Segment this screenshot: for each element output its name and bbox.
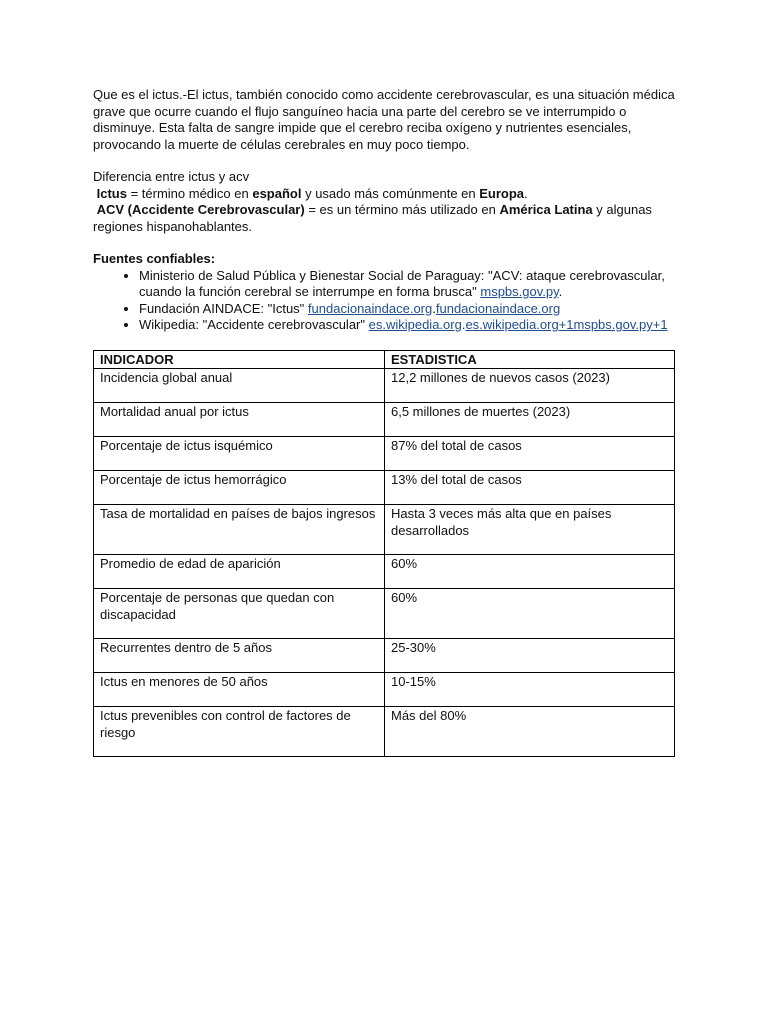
intro-body: El ictus, también conocido como accidente cerebrovascular, es una situación médica grave que ocurre cuando el flujo sanguíneo hacia una parte del cerebro se ve interrumpido o disminuye. Esta falta de sangre impide que el cerebro reciba oxígeno y nutrientes esenciales, provocando la muerte de células cerebrales en muy poco tiempo.	[93, 87, 675, 152]
indicator-cell: Ictus en menores de 50 años	[94, 673, 385, 707]
statistic-cell: Más del 80%	[385, 707, 675, 757]
source-item-wikipedia	[139, 317, 678, 334]
source-separator: .	[432, 300, 436, 316]
indicator-cell: Mortalidad anual por ictus	[94, 403, 385, 437]
statistic-cell: 10-15%	[385, 673, 675, 707]
source-text: Fundación AINDACE: "Ictus"	[139, 300, 308, 316]
stats-table	[93, 350, 675, 758]
bold-fragment: América Latina	[499, 202, 593, 217]
indicator-cell: Porcentaje de personas que quedan con discapacidad	[94, 589, 385, 639]
indicator-cell: Porcentaje de ictus hemorrágico	[94, 471, 385, 505]
indicator-cell: Tasa de mortalidad en países de bajos ingresos	[94, 505, 385, 555]
table-row	[94, 369, 675, 403]
intro-paragraph	[93, 87, 678, 153]
source-text: Ministerio de Salud Pública y Bienestar Social de Paraguay: "ACV: ataque cerebrovascular, cuando la función cerebral se interrumpe en forma brusca"	[139, 267, 665, 299]
header-estadistica: ESTADISTICA	[385, 350, 675, 369]
source-link-wikipedia-2[interactable]: es.wikipedia.org+1mspbs.gov.py+1	[465, 317, 668, 332]
source-separator: .	[461, 317, 466, 332]
indicator-cell: Porcentaje de ictus isquémico	[94, 437, 385, 471]
source-link-wikipedia[interactable]: es.wikipedia.org	[368, 317, 462, 332]
intro-lead: Que es el ictus.-	[93, 87, 187, 102]
term-acv: ACV (Accidente Cerebrovascular)	[96, 202, 305, 217]
table-row	[94, 437, 675, 471]
difference-line-ictus	[93, 186, 678, 203]
statistic-cell: 12,2 millones de nuevos casos (2023)	[385, 369, 675, 403]
table-row	[94, 471, 675, 505]
text-fragment: y usado más comúnmente en	[301, 185, 480, 201]
difference-heading: Diferencia entre ictus y acv	[93, 169, 250, 184]
document-body	[93, 87, 678, 757]
sources-title: Fuentes confiables:	[93, 251, 216, 266]
text-fragment: = es un término más utilizado en	[304, 202, 500, 217]
indicator-cell: Promedio de edad de aparición	[94, 555, 385, 589]
difference-section	[93, 169, 678, 235]
source-text: Wikipedia: "Accidente cerebrovascular"	[139, 317, 369, 332]
table-row	[94, 403, 675, 437]
statistic-cell: 13% del total de casos	[385, 471, 675, 505]
text-fragment: y algunas regiones hispanohablantes.	[93, 202, 652, 234]
table-header-row	[94, 350, 675, 369]
source-item-aindace	[139, 301, 678, 318]
source-item-mspbs	[139, 268, 678, 301]
difference-line-acv	[93, 202, 678, 235]
source-text: .	[558, 284, 563, 299]
indicator-cell: Incidencia global anual	[94, 369, 385, 403]
table-row	[94, 505, 675, 555]
statistic-cell: 60%	[385, 555, 675, 589]
bold-fragment: español	[252, 185, 302, 201]
statistic-cell: Hasta 3 veces más alta que en países desarrollados	[385, 505, 675, 555]
statistic-cell: 87% del total de casos	[385, 437, 675, 471]
table-row	[94, 673, 675, 707]
table-row	[94, 639, 675, 673]
table-row	[94, 707, 675, 757]
indicator-cell: Recurrentes dentro de 5 años	[94, 639, 385, 673]
bold-fragment: Europa	[479, 185, 525, 201]
source-link-aindace-2[interactable]: fundacionaindace.org	[435, 300, 561, 316]
table-row	[94, 589, 675, 639]
text-fragment: = término médico en	[126, 185, 253, 201]
header-indicador: INDICADOR	[94, 350, 385, 369]
indicator-cell: Ictus prevenibles con control de factores de riesgo	[94, 707, 385, 757]
table-row	[94, 555, 675, 589]
sources-list	[93, 268, 678, 334]
sources-section	[93, 251, 678, 334]
term-ictus: Ictus	[96, 185, 127, 201]
text-fragment: .	[524, 185, 528, 201]
source-link-mspbs[interactable]: mspbs.gov.py	[480, 284, 559, 299]
statistic-cell: 25-30%	[385, 639, 675, 673]
statistic-cell: 6,5 millones de muertes (2023)	[385, 403, 675, 437]
statistic-cell: 60%	[385, 589, 675, 639]
source-link-aindace[interactable]: fundacionaindace.org	[307, 300, 433, 316]
